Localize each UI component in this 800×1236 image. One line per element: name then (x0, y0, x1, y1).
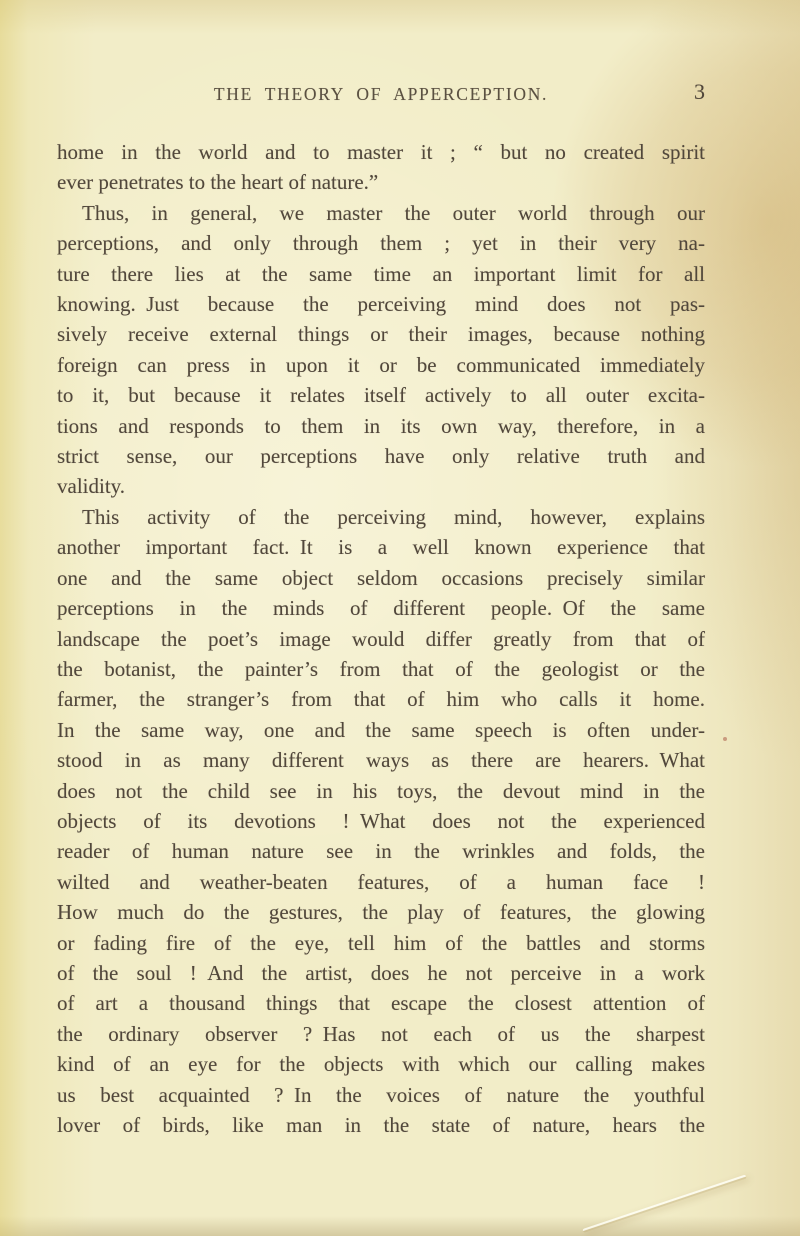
text-line: to it, but because it relates itself actively to all outer excita- (57, 383, 705, 408)
text-line: knowing. Just because the perceiving mind does not pas- (57, 292, 705, 317)
text-line: reader of human nature see in the wrinkles and folds, the (57, 839, 705, 864)
paper-speck (723, 737, 727, 741)
text-line: perceptions, and only through them ; yet in their very na- (57, 231, 705, 256)
text-line: another important fact. It is a well known experience that (57, 535, 705, 560)
text-line: landscape the poet’s image would differ greatly from that of (57, 626, 705, 651)
text-line: ever penetrates to the heart of nature.” (57, 170, 379, 195)
text-line: of the soul ! And the artist, does he not perceive in a work (57, 960, 705, 985)
text-line: or fading fire of the eye, tell him of the battles and storms (57, 930, 705, 955)
text-line: us best acquainted ? In the voices of nature the youthful (57, 1082, 705, 1107)
text-line: foreign can press in upon it or be communicated immediately (57, 352, 705, 377)
running-head (57, 79, 705, 105)
text-line: stood in as many different ways as there are hearers. What (57, 748, 705, 773)
text-line: Thus, in general, we master the outer world through our (82, 200, 705, 225)
text-line: ture there lies at the same time an important limit for all (57, 261, 705, 286)
text-line: How much do the gestures, the play of features, the glowing (57, 900, 705, 925)
text-line: validity. (57, 474, 126, 499)
chapter-title: THE THEORY OF APPERCEPTION. (213, 84, 549, 104)
text-line: wilted and weather-beaten features, of a human face ! (57, 869, 705, 894)
page-number: 3 (694, 79, 705, 104)
text-line: perceptions in the minds of different people. Of the same (57, 596, 705, 621)
text-line: one and the same object seldom occasions precisely similar (57, 565, 705, 590)
text-line: objects of its devotions ! What does not the experienced (57, 808, 705, 833)
text-line: This activity of the perceiving mind, however, explains (82, 504, 705, 529)
text-line: farmer, the stranger’s from that of him who calls it home. (57, 687, 705, 712)
text-line: strict sense, our perceptions have only relative truth and (57, 444, 705, 469)
text-line: lover of birds, like man in the state of nature, hears the (57, 1113, 705, 1137)
page-body (57, 137, 705, 1140)
text-line: does not the child see in his toys, the devout mind in the (57, 778, 705, 803)
text-line: home in the world and to master it ; “ but no created spirit (57, 140, 705, 164)
text-line: tions and responds to them in its own way, therefore, in a (57, 413, 705, 438)
text-line: kind of an eye for the objects with which our calling makes (57, 1052, 705, 1077)
text-line: the botanist, the painter’s from that of the geologist or the (57, 656, 705, 681)
text-line: sively receive external things or their images, because nothing (57, 322, 705, 347)
paper-crease (582, 1175, 746, 1233)
text-line: the ordinary observer ? Has not each of us the sharpest (57, 1021, 705, 1046)
text-line: In the same way, one and the same speech is often under- (57, 717, 705, 742)
text-line: of art a thousand things that escape the closest attention of (57, 991, 705, 1016)
